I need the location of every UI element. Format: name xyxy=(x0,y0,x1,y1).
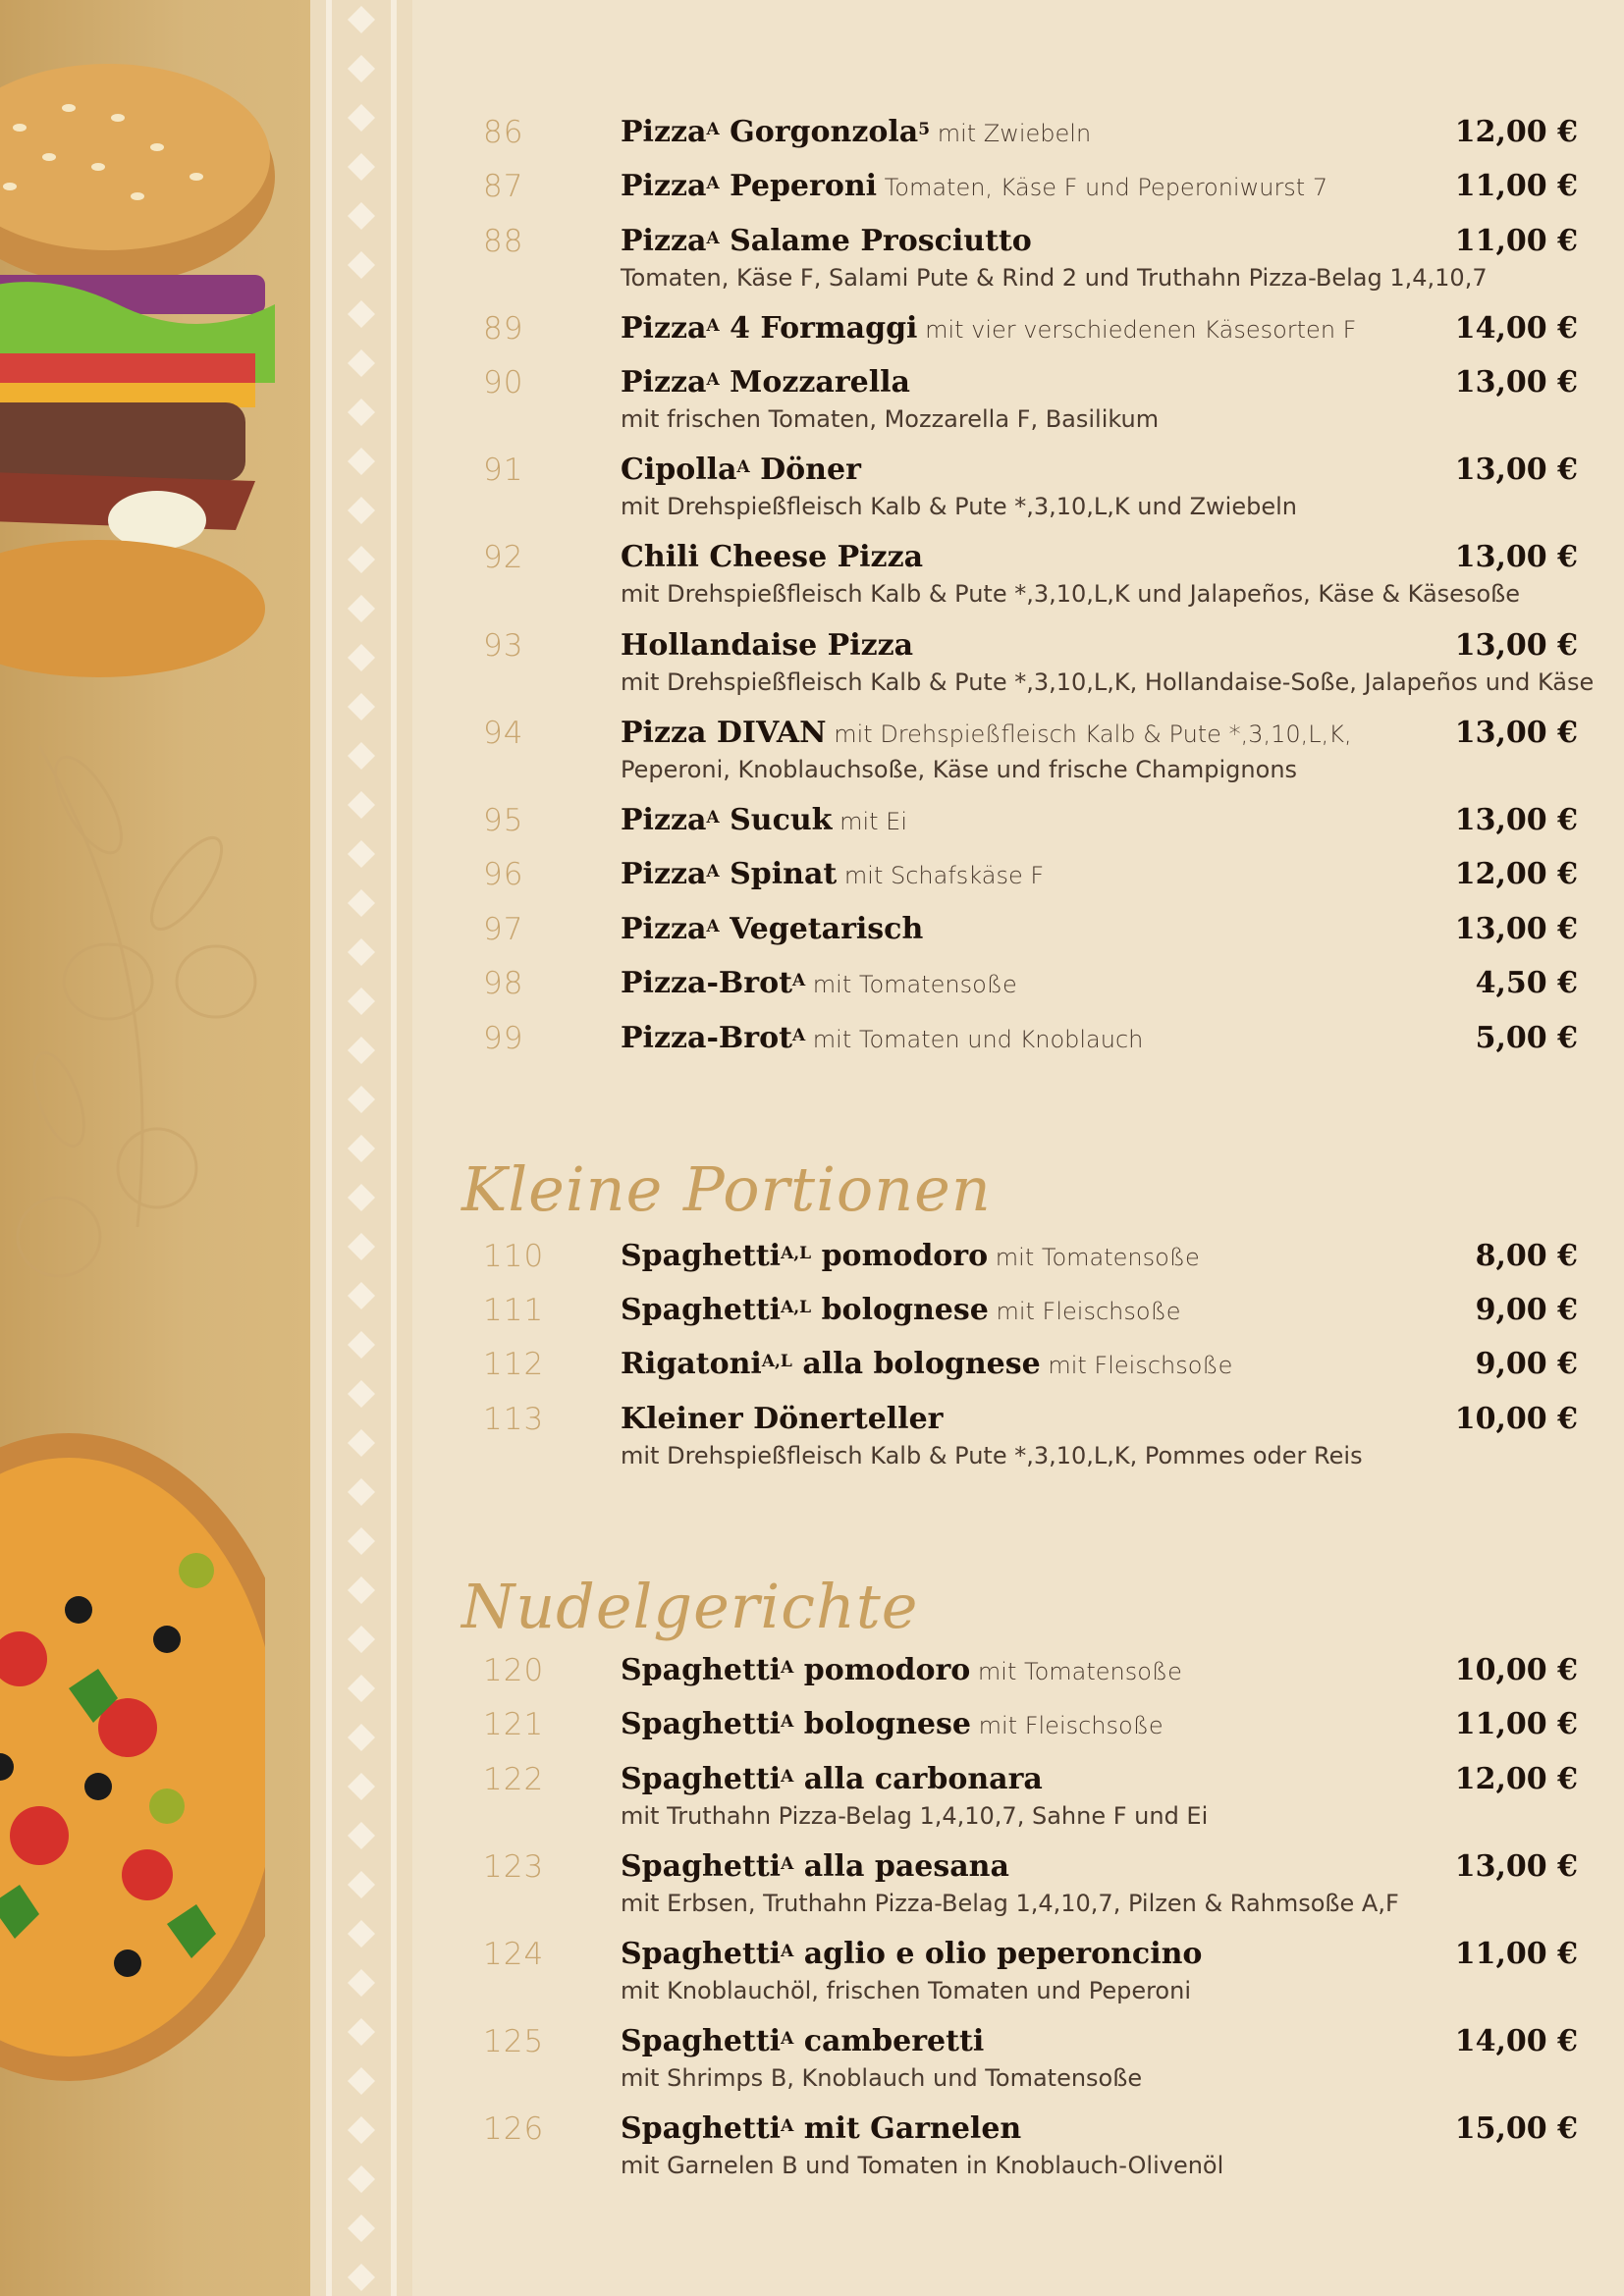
item-price: 13,00 € xyxy=(1454,1849,1578,1884)
item-title-line xyxy=(621,1703,1406,1750)
diamond-ornament xyxy=(348,546,375,573)
item-description: mit Fleischsoße xyxy=(988,1298,1181,1325)
item-name xyxy=(621,169,877,203)
diamond-ornament xyxy=(348,1184,375,1211)
item-number: 96 xyxy=(483,857,524,892)
diamond-ornament xyxy=(348,1920,375,1948)
item-price: 4,50 € xyxy=(1475,966,1578,1000)
item-price: 11,00 € xyxy=(1454,169,1578,203)
item-price: 13,00 € xyxy=(1454,453,1578,487)
item-name-text: Rigatoni xyxy=(621,1347,762,1381)
item-name-text: Spaghetti xyxy=(621,1849,782,1884)
item-description: mit Tomaten und Knoblauch xyxy=(805,1026,1144,1053)
diamond-ornament xyxy=(348,1969,375,1997)
diamond-ornament xyxy=(348,1675,375,1702)
item-subline: mit Shrimps B, Knoblauch und Tomatensoße xyxy=(621,2064,1143,2092)
item-name-text: Pizza DIVAN xyxy=(621,716,827,750)
allergen-code: A,L xyxy=(781,1298,812,1317)
sidebar-food-images xyxy=(0,0,310,2296)
diamond-ornament xyxy=(348,791,375,819)
item-price: 13,00 € xyxy=(1454,365,1578,400)
item-name xyxy=(621,628,913,663)
item-name-suffix: alla bolognese xyxy=(791,1347,1041,1381)
diamond-ornament xyxy=(348,2116,375,2144)
item-price: 11,00 € xyxy=(1454,224,1578,258)
item-name-text: Pizza xyxy=(621,803,707,837)
diamond-ornament xyxy=(348,1331,375,1359)
diamond-pattern xyxy=(310,0,412,2296)
item-name-suffix: Döner xyxy=(749,453,861,487)
allergen-code: A xyxy=(706,316,720,336)
item-title-line xyxy=(621,220,1406,267)
allergen-code: A xyxy=(706,174,720,193)
item-title-line xyxy=(621,1343,1406,1390)
section-title-kleine-portionen: Kleine Portionen xyxy=(461,1153,992,1225)
diamond-ornament xyxy=(348,742,375,770)
allergen-code: A xyxy=(706,862,720,881)
item-title-line xyxy=(621,799,1406,846)
allergen-code: A xyxy=(781,1658,794,1678)
item-name-text: Pizza xyxy=(621,857,707,891)
diamond-ornament xyxy=(348,2165,375,2193)
item-description: mit Drehspießfleisch Kalb & Pute *,3,10,L,K, xyxy=(826,721,1352,748)
item-name xyxy=(621,2024,984,2058)
item-number: 90 xyxy=(483,365,524,400)
diamond-ornament xyxy=(348,1380,375,1408)
item-number: 124 xyxy=(483,1937,545,1972)
item-name xyxy=(621,453,861,487)
pizza-image xyxy=(0,1414,265,2101)
item-subline: mit Drehspießfleisch Kalb & Pute *,3,10,L,K und Jalapeños, Käse & Käsesoße xyxy=(621,580,1521,608)
item-title-line xyxy=(621,536,1406,583)
item-description: mit vier verschiedenen Käsesorten F xyxy=(917,316,1357,344)
item-name-text: Cipolla xyxy=(621,453,737,487)
diamond-ornament xyxy=(348,1478,375,1506)
item-number: 123 xyxy=(483,1849,545,1885)
item-name xyxy=(621,365,910,400)
item-name-suffix: mit Garnelen xyxy=(793,2111,1022,2146)
item-title-line xyxy=(621,1289,1406,1336)
item-name xyxy=(621,1402,943,1436)
item-description: mit Fleischsoße xyxy=(970,1712,1164,1739)
allergen-code: A xyxy=(706,370,720,390)
allergen-code: A xyxy=(706,808,720,828)
item-number: 110 xyxy=(483,1239,545,1274)
item-name xyxy=(621,716,827,750)
item-name-text: Pizza xyxy=(621,224,707,258)
item-subline: mit Garnelen B und Tomaten in Knoblauch-Olivenöl xyxy=(621,2152,1224,2179)
item-title-line xyxy=(621,712,1406,759)
item-name-text: Chili Cheese Pizza xyxy=(621,540,924,574)
item-number: 94 xyxy=(483,716,524,751)
item-title-line xyxy=(621,307,1406,354)
diamond-ornament xyxy=(348,104,375,132)
item-title-line xyxy=(621,1235,1406,1282)
item-name-suffix: Peperoni xyxy=(719,169,878,203)
additive-code: 5 xyxy=(918,120,931,139)
item-title-line xyxy=(621,962,1406,1009)
item-description: mit Tomatensoße xyxy=(988,1244,1200,1271)
item-name xyxy=(621,115,930,149)
item-price: 15,00 € xyxy=(1454,2111,1578,2146)
item-price: 11,00 € xyxy=(1454,1707,1578,1741)
item-name xyxy=(621,1849,1009,1884)
item-title-line xyxy=(621,1933,1406,1980)
item-number: 113 xyxy=(483,1402,545,1437)
item-title-line xyxy=(621,1017,1406,1064)
item-description: Tomaten, Käse F und Peperoniwurst 7 xyxy=(877,174,1328,201)
item-price: 12,00 € xyxy=(1454,115,1578,149)
item-price: 9,00 € xyxy=(1475,1347,1578,1381)
diamond-ornament xyxy=(348,595,375,622)
item-title-line xyxy=(621,1758,1406,1805)
allergen-code: A xyxy=(781,1712,794,1732)
item-name xyxy=(621,1021,805,1055)
burger-image xyxy=(0,59,310,746)
diamond-ornament xyxy=(348,1037,375,1064)
item-name xyxy=(621,1347,1041,1381)
item-number: 95 xyxy=(483,803,524,838)
item-name-suffix: camberetti xyxy=(793,2024,985,2058)
diamond-ornament xyxy=(348,2215,375,2242)
item-price: 5,00 € xyxy=(1475,1021,1578,1055)
item-number: 86 xyxy=(483,115,524,150)
item-price: 10,00 € xyxy=(1454,1402,1578,1436)
allergen-code: A xyxy=(736,457,750,477)
item-description: mit Zwiebeln xyxy=(930,120,1092,147)
diamond-ornament xyxy=(348,55,375,82)
item-title-line xyxy=(621,361,1406,408)
item-name-text: Pizza xyxy=(621,169,707,203)
item-name-text: Spaghetti xyxy=(621,2024,782,2058)
item-name-suffix: alla paesana xyxy=(793,1849,1009,1884)
diamond-ornament xyxy=(348,1086,375,1113)
item-price: 13,00 € xyxy=(1454,912,1578,946)
item-description: mit Tomatensoße xyxy=(805,971,1017,998)
item-subline: mit Drehspießfleisch Kalb & Pute *,3,10,L,K und Zwiebeln xyxy=(621,493,1297,520)
item-name-suffix: 4 Formaggi xyxy=(719,311,918,346)
item-name-text: Spaghetti xyxy=(621,1653,782,1687)
diamond-ornament xyxy=(348,889,375,917)
allergen-code: A xyxy=(781,1767,794,1787)
diamond-ornament xyxy=(348,1576,375,1604)
item-name xyxy=(621,803,832,837)
allergen-code: A,L xyxy=(761,1352,792,1371)
diamond-ornament xyxy=(348,1871,375,1898)
item-number: 91 xyxy=(483,453,524,488)
item-subline: mit Truthahn Pizza-Belag 1,4,10,7, Sahne F und Ei xyxy=(621,1802,1209,1830)
item-price: 13,00 € xyxy=(1454,803,1578,837)
item-name xyxy=(621,1293,989,1327)
item-number: 88 xyxy=(483,224,524,259)
item-name xyxy=(621,1239,988,1273)
item-name-suffix: pomodoro xyxy=(793,1653,971,1687)
diamond-ornament xyxy=(348,1626,375,1653)
diamond-ornament xyxy=(348,1135,375,1162)
item-number: 98 xyxy=(483,966,524,1001)
item-number: 87 xyxy=(483,169,524,204)
section-title-nudelgerichte: Nudelgerichte xyxy=(461,1571,919,1642)
item-name-suffix: pomodoro xyxy=(811,1239,989,1273)
diamond-ornament xyxy=(348,988,375,1015)
item-number: 121 xyxy=(483,1707,545,1742)
item-price: 14,00 € xyxy=(1454,311,1578,346)
item-name-suffix: Mozzarella xyxy=(719,365,910,400)
item-name-text: Spaghetti xyxy=(621,1762,782,1796)
item-number: 126 xyxy=(483,2111,545,2147)
item-title-line xyxy=(621,1398,1406,1445)
item-name-text: Pizza xyxy=(621,115,707,149)
item-name-suffix: Spinat xyxy=(719,857,838,891)
item-subline: mit Drehspießfleisch Kalb & Pute *,3,10,L,K, Pommes oder Reis xyxy=(621,1442,1363,1469)
item-title-line xyxy=(621,2108,1406,2155)
item-price: 13,00 € xyxy=(1454,540,1578,574)
allergen-code: A xyxy=(781,2116,794,2136)
item-name-suffix: Gorgonzola xyxy=(719,115,919,149)
allergen-code: A xyxy=(791,971,806,990)
diamond-ornament xyxy=(348,251,375,279)
item-number: 99 xyxy=(483,1021,524,1056)
item-price: 9,00 € xyxy=(1475,1293,1578,1327)
diamond-ornament xyxy=(348,1724,375,1751)
item-title-line xyxy=(621,165,1406,212)
item-name-suffix: aglio e olio peperoncino xyxy=(793,1937,1203,1971)
item-name xyxy=(621,912,923,946)
item-name-suffix: Salame Prosciutto xyxy=(719,224,1032,258)
item-description: mit Tomatensoße xyxy=(970,1658,1182,1685)
item-number: 122 xyxy=(483,1762,545,1797)
allergen-code: A,L xyxy=(781,1244,812,1263)
item-title-line xyxy=(621,111,1406,158)
item-number: 125 xyxy=(483,2024,545,2059)
item-number: 89 xyxy=(483,311,524,347)
item-price: 13,00 € xyxy=(1454,628,1578,663)
allergen-code: A xyxy=(781,1942,794,1961)
item-name-text: Pizza xyxy=(621,912,707,946)
item-title-line xyxy=(621,449,1406,496)
item-name xyxy=(621,311,917,346)
item-name-suffix: bolognese xyxy=(793,1707,971,1741)
item-description: mit Schafskäse F xyxy=(837,862,1045,889)
item-price: 8,00 € xyxy=(1475,1239,1578,1273)
diamond-ornament xyxy=(348,300,375,328)
item-number: 92 xyxy=(483,540,524,575)
diamond-ornament xyxy=(348,2067,375,2095)
diamond-ornament xyxy=(348,1429,375,1457)
diamond-ornament xyxy=(348,448,375,475)
allergen-code: A xyxy=(706,229,720,248)
decorative-border xyxy=(310,0,412,2296)
allergen-code: A xyxy=(781,1854,794,1874)
allergen-code: A xyxy=(706,917,720,936)
item-name xyxy=(621,1762,1043,1796)
diamond-ornament xyxy=(348,693,375,721)
item-price: 11,00 € xyxy=(1454,1937,1578,1971)
diamond-ornament xyxy=(348,1822,375,1849)
item-name-suffix: alla carbonara xyxy=(793,1762,1043,1796)
item-name-text: Pizza xyxy=(621,311,707,346)
diamond-ornament xyxy=(348,1233,375,1260)
diamond-ornament xyxy=(348,399,375,426)
item-subline: mit frischen Tomaten, Mozzarella F, Basilikum xyxy=(621,405,1160,433)
item-name xyxy=(621,1653,970,1687)
menu-content xyxy=(412,0,1624,2296)
item-name-text: Pizza-Brot xyxy=(621,1021,792,1055)
diamond-ornament xyxy=(348,497,375,524)
item-description: mit Ei xyxy=(832,808,908,835)
diamond-ornament xyxy=(348,153,375,181)
item-subline: mit Drehspießfleisch Kalb & Pute *,3,10,L,K, Hollandaise-Soße, Jalapeños und Käse xyxy=(621,668,1595,696)
diamond-ornament xyxy=(348,349,375,377)
item-name-text: Spaghetti xyxy=(621,1293,782,1327)
item-number: 120 xyxy=(483,1653,545,1688)
item-price: 13,00 € xyxy=(1454,716,1578,750)
item-number: 93 xyxy=(483,628,524,664)
item-description: mit Fleischsoße xyxy=(1040,1352,1233,1379)
item-title-line xyxy=(621,1845,1406,1893)
diamond-ornament xyxy=(348,1773,375,1800)
item-name-text: Pizza xyxy=(621,365,707,400)
diamond-ornament xyxy=(348,840,375,868)
item-subline: Tomaten, Käse F, Salami Pute & Rind 2 und Truthahn Pizza-Belag 1,4,10,7 xyxy=(621,264,1488,292)
allergen-code: A xyxy=(706,120,720,139)
diamond-ornament xyxy=(348,2018,375,2046)
item-name-suffix: bolognese xyxy=(811,1293,989,1327)
item-price: 10,00 € xyxy=(1454,1653,1578,1687)
item-name-text: Spaghetti xyxy=(621,2111,782,2146)
item-subline: mit Erbsen, Truthahn Pizza-Belag 1,4,10,7, Pilzen & Rahmsoße A,F xyxy=(621,1890,1399,1917)
diamond-ornament xyxy=(348,1527,375,1555)
item-name xyxy=(621,1707,971,1741)
item-name xyxy=(621,540,923,574)
allergen-code: A xyxy=(781,2029,794,2049)
item-title-line xyxy=(621,853,1406,900)
item-price: 12,00 € xyxy=(1454,1762,1578,1796)
item-name xyxy=(621,224,1032,258)
item-number: 97 xyxy=(483,912,524,947)
item-name xyxy=(621,857,837,891)
item-title-line xyxy=(621,1649,1406,1696)
diamond-ornament xyxy=(348,938,375,966)
diamond-ornament xyxy=(348,644,375,671)
item-name xyxy=(621,966,805,1000)
diamond-ornament xyxy=(348,6,375,33)
diamond-ornament xyxy=(348,202,375,230)
diamond-ornament xyxy=(348,1282,375,1309)
item-name-text: Spaghetti xyxy=(621,1937,782,1971)
item-subline: mit Knoblauchöl, frischen Tomaten und Peperoni xyxy=(621,1977,1191,2004)
item-number: 111 xyxy=(483,1293,545,1328)
item-name-text: Hollandaise Pizza xyxy=(621,628,914,663)
item-price: 12,00 € xyxy=(1454,857,1578,891)
item-subline: Peperoni, Knoblauchsoße, Käse und frische Champignons xyxy=(621,756,1298,783)
item-name xyxy=(621,1937,1202,1971)
item-name-text: Spaghetti xyxy=(621,1239,782,1273)
item-name-text: Spaghetti xyxy=(621,1707,782,1741)
allergen-code: A xyxy=(791,1026,806,1045)
item-title-line xyxy=(621,2020,1406,2067)
item-name xyxy=(621,2111,1021,2146)
item-name-suffix: Sucuk xyxy=(719,803,833,837)
item-title-line xyxy=(621,624,1406,671)
item-title-line xyxy=(621,908,1406,955)
diamond-ornament xyxy=(348,2264,375,2291)
item-number: 112 xyxy=(483,1347,545,1382)
item-name-text: Pizza-Brot xyxy=(621,966,792,1000)
item-name-suffix: Vegetarisch xyxy=(719,912,924,946)
item-name-text: Kleiner Dönerteller xyxy=(621,1402,944,1436)
item-price: 14,00 € xyxy=(1454,2024,1578,2058)
